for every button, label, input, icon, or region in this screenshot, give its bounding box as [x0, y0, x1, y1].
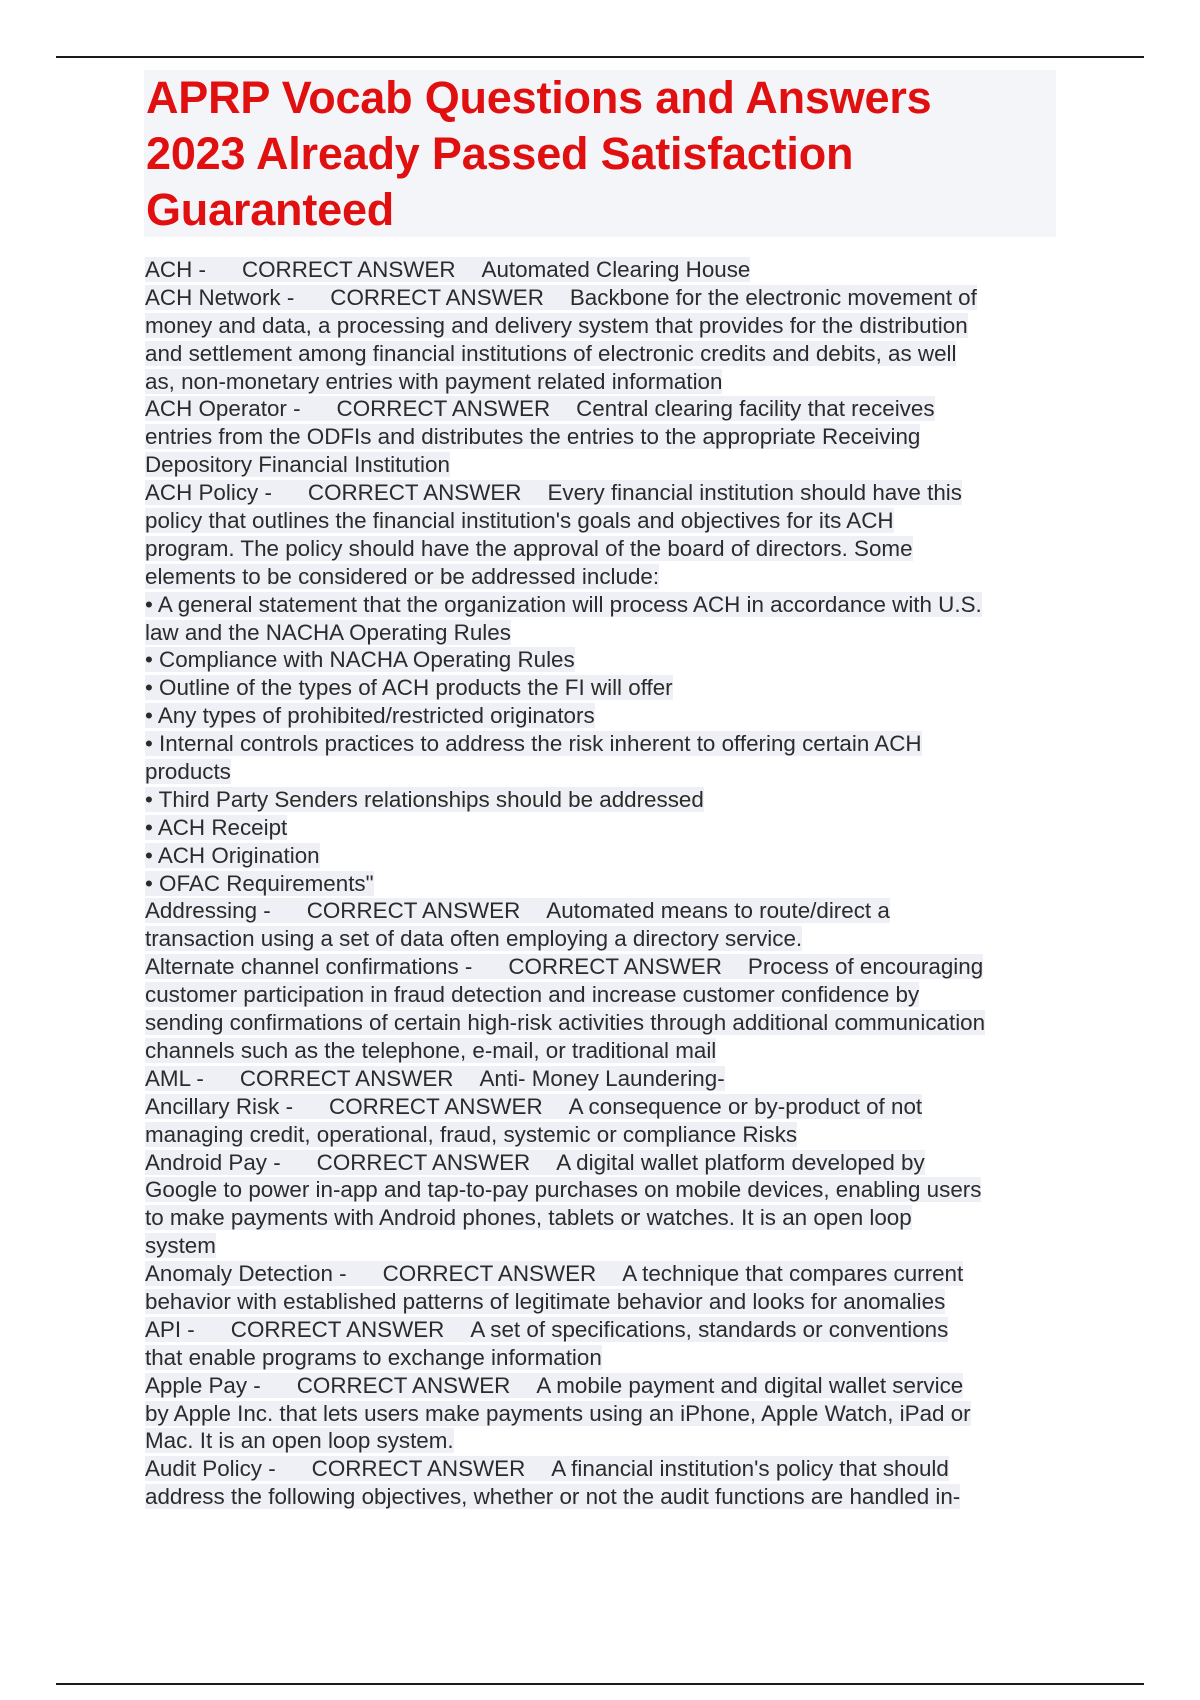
vocab-entry: [145, 1149, 1060, 1261]
correct-answer-label: CORRECT ANSWER: [271, 898, 521, 923]
title-line: APRP Vocab Questions and Answers: [146, 72, 932, 123]
entry-definition: system: [145, 1233, 216, 1259]
entry-definition: • ACH Receipt: [145, 814, 288, 840]
entry-definition: that enable programs to exchange information: [145, 1344, 602, 1370]
document-title: [144, 70, 1056, 238]
vocab-entry: [145, 395, 1060, 479]
entry-definition-line: [145, 786, 1060, 814]
entry-definition-line: [145, 925, 1060, 953]
entry-definition: Google to power in-app and tap-to-pay purchases on mobile devices, enabling users: [145, 1177, 982, 1203]
correct-answer-label: CORRECT ANSWER: [293, 1094, 543, 1119]
top-rule: [56, 56, 1144, 58]
entry-definition-line: [145, 814, 1060, 842]
entry-definition-line: [145, 1344, 1060, 1372]
entry-definition: Mac. It is an open loop system.: [145, 1428, 454, 1454]
entry-definition: • Internal controls practices to address the risk inherent to offering certain ACH: [145, 731, 922, 757]
entry-first-line: [145, 1093, 1060, 1121]
entry-definition: Automated means to route/direct a: [520, 898, 890, 923]
vocab-entry: [145, 284, 1060, 396]
entry-definition-line: [145, 1232, 1060, 1260]
entry-definition-line: [145, 423, 1060, 451]
entry-term: Ancillary Risk -: [145, 1093, 294, 1119]
entry-term: ACH Operator -: [145, 396, 301, 422]
entry-definition: • Any types of prohibited/restricted originators: [145, 703, 595, 729]
correct-answer-label: CORRECT ANSWER: [281, 1150, 531, 1175]
entry-definition-line: [145, 1427, 1060, 1455]
entry-term: Apple Pay -: [145, 1372, 261, 1398]
vocab-entry: [145, 1260, 1060, 1316]
entry-definition: behavior with established patterns of legitimate behavior and looks for anomalies: [145, 1288, 946, 1314]
entry-definition-line: [145, 702, 1060, 730]
entry-definition-line: [145, 1204, 1060, 1232]
correct-answer-label: CORRECT ANSWER: [294, 285, 544, 310]
entry-term: ACH Network -: [145, 284, 295, 310]
entry-definition: as, non-monetary entries with payment related information: [145, 368, 723, 394]
entry-definition-line: [145, 842, 1060, 870]
entry-definition-line: [145, 1009, 1060, 1037]
entry-definition: Depository Financial Institution: [145, 452, 450, 478]
vocab-entry: [145, 1065, 1060, 1093]
entry-definition-line: [145, 646, 1060, 674]
entry-first-line: [145, 1316, 1060, 1344]
entry-first-line: [145, 953, 1060, 981]
entry-definition: law and the NACHA Operating Rules: [145, 619, 511, 645]
entry-definition-line: [145, 730, 1060, 758]
entry-term: ACH Policy -: [145, 480, 272, 506]
entry-definition: Anti- Money Laundering-: [453, 1066, 724, 1091]
correct-answer-label: CORRECT ANSWER: [206, 257, 456, 282]
entry-term: Audit Policy -: [145, 1456, 276, 1482]
entry-definition: • A general statement that the organization will process ACH in accordance with U.S.: [145, 591, 982, 617]
entry-definition-line: [145, 563, 1060, 591]
entry-definition: A consequence or by-product of not: [543, 1094, 923, 1119]
vocab-entry: [145, 479, 1060, 897]
entry-definition-line: [145, 535, 1060, 563]
entry-first-line: [145, 1372, 1060, 1400]
vocab-entry: [145, 1093, 1060, 1149]
correct-answer-label: CORRECT ANSWER: [272, 480, 522, 505]
entry-definition: A financial institution's policy that should: [525, 1456, 949, 1481]
entry-definition-line: [145, 1121, 1060, 1149]
entry-definition: to make payments with Android phones, tablets or watches. It is an open loop: [145, 1205, 912, 1231]
entry-definition: address the following objectives, whether or not the audit functions are handled in-: [145, 1484, 961, 1510]
entry-first-line: [145, 395, 1060, 423]
bottom-rule: [56, 1683, 1144, 1685]
vocab-entry: [145, 1316, 1060, 1372]
entry-first-line: [145, 1065, 1060, 1093]
entry-term: AML -: [145, 1065, 204, 1091]
vocab-entry: [145, 953, 1060, 1065]
entry-definition: policy that outlines the financial institution's goals and objectives for its ACH: [145, 508, 894, 534]
entry-definition-line: [145, 1288, 1060, 1316]
entry-definition-line: [145, 591, 1060, 619]
entry-definition: by Apple Inc. that lets users make payments using an iPhone, Apple Watch, iPad or: [145, 1400, 971, 1426]
entry-definition-line: [145, 340, 1060, 368]
entry-definition: Every financial institution should have this: [521, 480, 961, 505]
entry-definition-line: [145, 1176, 1060, 1204]
entry-term: Anomaly Detection -: [145, 1261, 347, 1287]
entry-definition: A technique that compares current: [596, 1261, 963, 1286]
entry-definition-line: [145, 451, 1060, 479]
correct-answer-label: CORRECT ANSWER: [347, 1261, 597, 1286]
entry-definition: sending confirmations of certain high-risk activities through additional communication: [145, 1010, 986, 1036]
entry-definition: transaction using a set of data often employing a directory service.: [145, 926, 803, 952]
entry-first-line: [145, 284, 1060, 312]
entry-first-line: [145, 1260, 1060, 1288]
entry-definition: products: [145, 759, 231, 785]
title-line: Guaranteed: [146, 184, 395, 235]
entry-first-line: [145, 479, 1060, 507]
correct-answer-label: CORRECT ANSWER: [472, 954, 722, 979]
title-line: 2023 Already Passed Satisfaction: [146, 128, 854, 179]
entry-definition: A digital wallet platform developed by: [530, 1150, 924, 1175]
entry-definition: • ACH Origination: [145, 842, 320, 868]
entry-definition: managing credit, operational, fraud, systemic or compliance Risks: [145, 1121, 798, 1147]
entry-definition: elements to be considered or be addressed include:: [145, 563, 660, 589]
entry-definition-line: [145, 758, 1060, 786]
correct-answer-label: CORRECT ANSWER: [301, 396, 551, 421]
correct-answer-label: CORRECT ANSWER: [276, 1456, 526, 1481]
entry-definition: program. The policy should have the approval of the board of directors. Some: [145, 535, 913, 561]
entry-definition: channels such as the telephone, e-mail, or traditional mail: [145, 1037, 717, 1063]
vocab-list: [145, 256, 1060, 1511]
correct-answer-label: CORRECT ANSWER: [261, 1373, 511, 1398]
entry-definition-line: [145, 1400, 1060, 1428]
entry-definition-line: [145, 507, 1060, 535]
entry-first-line: [145, 1149, 1060, 1177]
entry-definition: money and data, a processing and delivery system that provides for the distribution: [145, 312, 968, 338]
vocab-entry: [145, 897, 1060, 953]
entry-definition: • Outline of the types of ACH products the FI will offer: [145, 675, 673, 701]
vocab-entry: [145, 1372, 1060, 1456]
entry-definition: A set of specifications, standards or conventions: [444, 1317, 948, 1342]
entry-definition: • Third Party Senders relationships should be addressed: [145, 786, 704, 812]
entry-definition-line: [145, 619, 1060, 647]
entry-term: ACH -: [145, 257, 206, 282]
entry-definition: customer participation in fraud detection and increase customer confidence by: [145, 982, 920, 1008]
entry-definition-line: [145, 981, 1060, 1009]
entry-definition: A mobile payment and digital wallet service: [510, 1373, 963, 1398]
entry-first-line: [145, 897, 1060, 925]
entry-definition: Automated Clearing House: [456, 257, 751, 282]
vocab-entry: [145, 256, 1060, 284]
title-block: [144, 70, 1056, 237]
entry-term: Alternate channel confirmations -: [145, 954, 473, 980]
entry-definition-line: [145, 674, 1060, 702]
entry-definition-line: [145, 312, 1060, 340]
correct-answer-label: CORRECT ANSWER: [195, 1317, 445, 1342]
entry-definition: • OFAC Requirements": [145, 870, 374, 896]
entry-definition: Backbone for the electronic movement of: [544, 285, 977, 310]
entry-term: API -: [145, 1316, 195, 1342]
entry-definition-line: [145, 368, 1060, 396]
entry-definition: and settlement among financial institutions of electronic credits and debits, as well: [145, 340, 957, 366]
correct-answer-label: CORRECT ANSWER: [204, 1066, 454, 1091]
entry-definition: Central clearing facility that receives: [550, 396, 934, 421]
entry-definition: entries from the ODFIs and distributes the entries to the appropriate Receiving: [145, 424, 921, 450]
vocab-entry: [145, 1455, 1060, 1511]
entry-term: Addressing -: [145, 898, 271, 924]
entry-definition-line: [145, 1483, 1060, 1511]
entry-term: Android Pay -: [145, 1149, 281, 1175]
entry-first-line: [145, 1455, 1060, 1483]
entry-definition-line: [145, 1037, 1060, 1065]
entry-definition-line: [145, 870, 1060, 898]
entry-definition: • Compliance with NACHA Operating Rules: [145, 647, 575, 673]
entry-first-line: [145, 256, 1060, 284]
entry-definition: Process of encouraging: [722, 954, 983, 979]
